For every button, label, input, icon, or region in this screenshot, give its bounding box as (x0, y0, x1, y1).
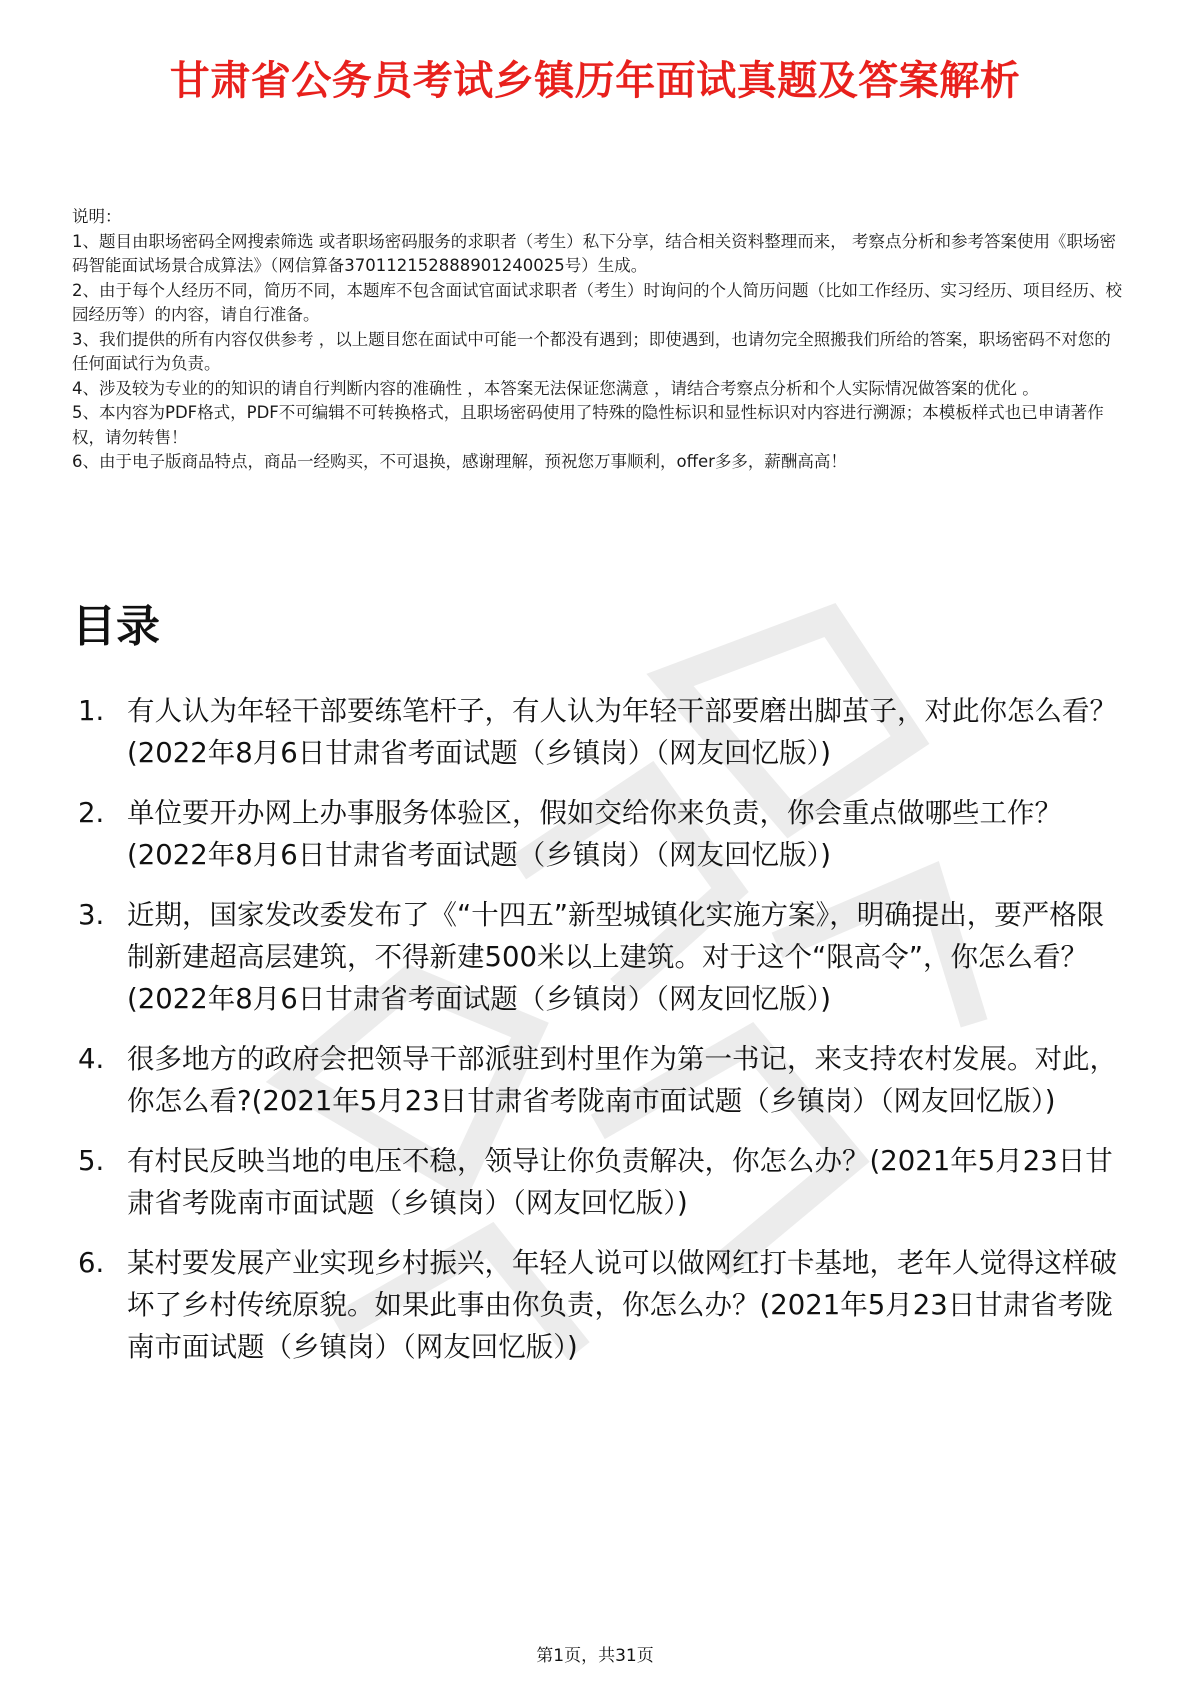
toc-item[interactable] (72, 690, 1122, 774)
note-item: 4、涉及较为专业的的知识的请自行判断内容的准确性 ，本答案无法保证您满意 ，请结合考察点分析和个人实际情况做答案的优化 。 (72, 378, 1039, 398)
notes-heading: 说明： (72, 207, 122, 226)
note-item: 1、题目由职场密码全网搜索筛选 或者职场密码服务的求职者（考生）私下分享，结合相关资料整理而来， 考察点分析和参考答案使用《职场密码智能面试场景合成算法》（网信算备370112152888901240025号）生成。 (72, 231, 1116, 275)
toc-item[interactable] (72, 1140, 1122, 1224)
toc-item-text: 有人认为年轻干部要练笔杆子，有人认为年轻干部要磨出脚茧子，对此你怎么看？(2022年8月6日甘肃省考面试题（乡镇岗）（网友回忆版）) (127, 695, 1117, 769)
toc-item-number: 5. (78, 1145, 105, 1177)
toc-item-text: 有村民反映当地的电压不稳，领导让你负责解决，你怎么办？(2021年5月23日甘肃省考陇南市面试题（乡镇岗）（网友回忆版）) (127, 1145, 1113, 1219)
toc-item-text: 单位要开办网上办事服务体验区，假如交给你来负责，你会重点做哪些工作？(2022年8月6日甘肃省考面试题（乡镇岗）（网友回忆版）) (127, 797, 1062, 871)
toc-item[interactable] (72, 1038, 1122, 1122)
page-footer: 第1页，共31页 (536, 1646, 654, 1666)
note-item: 3、我们提供的所有内容仅供参考 ，以上题目您在面试中可能一个都没有遇到；即使遇到，也请勿完全照搬我们所给的答案，职场密码不对您的任何面试行为负责。 (72, 329, 1111, 373)
note-item: 6、由于电子版商品特点，商品一经购买，不可退换，感谢理解，预祝您万事顺利，offer多多，薪酬高高！ (72, 452, 847, 471)
toc-list (72, 690, 1122, 1386)
toc-item-number: 2. (78, 797, 105, 829)
toc-item[interactable] (72, 894, 1122, 1020)
document-title: 甘肃省公务员考试乡镇历年面试真题及答案解析 (169, 58, 1021, 104)
toc-heading: 目录 (72, 601, 160, 652)
toc-item-number: 1. (78, 695, 105, 727)
note-item: 2、由于每个人经历不同，简历不同，本题库不包含面试官面试求职者（考生）时询问的个人简历问题（比如工作经历、实习经历、项目经历、校园经历等）的内容，请自行准备。 (72, 280, 1122, 324)
toc-item-text: 近期，国家发改委发布了《“十四五”新型城镇化实施方案》，明确提出，要严格限制新建超高层建筑，不得新建500米以上建筑。对于这个“限高令”，你怎么看？(2022年8月6日甘肃省考面试题（乡镇岗）（网友回忆版）) (127, 899, 1105, 1015)
toc-item-text: 很多地方的政府会把领导干部派驻到村里作为第一书记，来支持农村发展。对此，你怎么看?(2021年5月23日甘肃省考陇南市面试题（乡镇岗）（网友回忆版）) (127, 1043, 1117, 1117)
toc-item[interactable] (72, 1242, 1122, 1368)
toc-item-text: 某村要发展产业实现乡村振兴，年轻人说可以做网红打卡基地，老年人觉得这样破坏了乡村传统原貌。如果此事由你负责，你怎么办？(2021年5月23日甘肃省考陇南市面试题（乡镇岗）（网友回忆版）) (127, 1247, 1117, 1363)
note-item: 5、本内容为PDF格式，PDF不可编辑不可转换格式，且职场密码使用了特殊的隐性标识和显性标识对内容进行溯源；本模板样式也已申请著作权，请勿转售！ (72, 403, 1104, 447)
toc-item-number: 6. (78, 1247, 105, 1279)
toc-item-number: 3. (78, 899, 105, 931)
toc-item-number: 4. (78, 1043, 105, 1075)
toc-item[interactable] (72, 792, 1122, 876)
notes-section (72, 205, 1122, 475)
